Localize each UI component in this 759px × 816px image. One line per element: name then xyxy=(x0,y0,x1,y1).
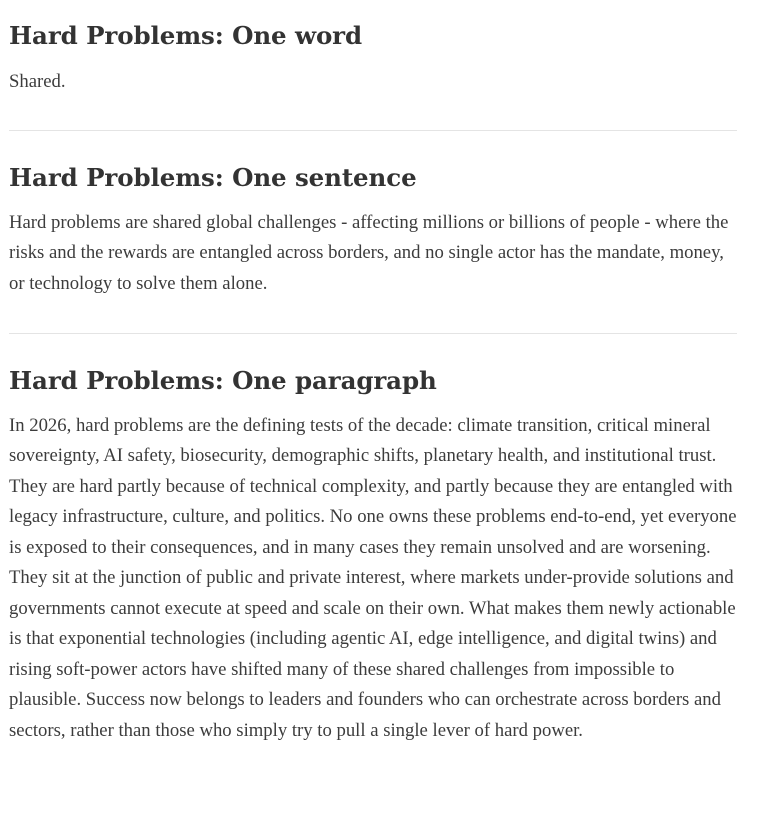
section-divider xyxy=(9,333,737,334)
section-text-one-paragraph: In 2026, hard problems are the defining tests of the decade: climate transition, critical mineral sovereignty, AI safety, biosecurity, demographic shifts, planetary health, and institutional trust. They are hard partly because of technical complexity, and partly because they are entangled with legacy infrastructure, culture, and politics. No one owns these problems end-to-end, yet everyone is exposed to their consequences, and in many cases they remain unsolved and are worsening. They sit at the junction of public and private interest, where markets under-provide solutions and governments cannot execute at speed and scale on their own. What makes them newly actionable is that exponential technologies (including agentic AI, edge intelligence, and digital twins) and rising soft-power actors have shifted many of these shared challenges from impossible to plausible. Success now belongs to leaders and founders who can orchestrate across borders and sectors, rather than those who simply try to pull a single lever of hard power. xyxy=(9,415,737,741)
section-text-one-word: Shared. xyxy=(9,71,66,92)
section-title-one-sentence: Hard Problems: One sentence xyxy=(9,163,417,192)
section-divider xyxy=(9,130,737,131)
section-title-one-paragraph: Hard Problems: One paragraph xyxy=(9,366,437,395)
section-text-one-sentence: Hard problems are shared global challenges - affecting millions or billions of people - where the risks and the rewards are entangled across borders, and no single actor has the mandate, money, or technology to solve them alone. xyxy=(9,212,729,294)
section-title-one-word: Hard Problems: One word xyxy=(9,21,363,50)
